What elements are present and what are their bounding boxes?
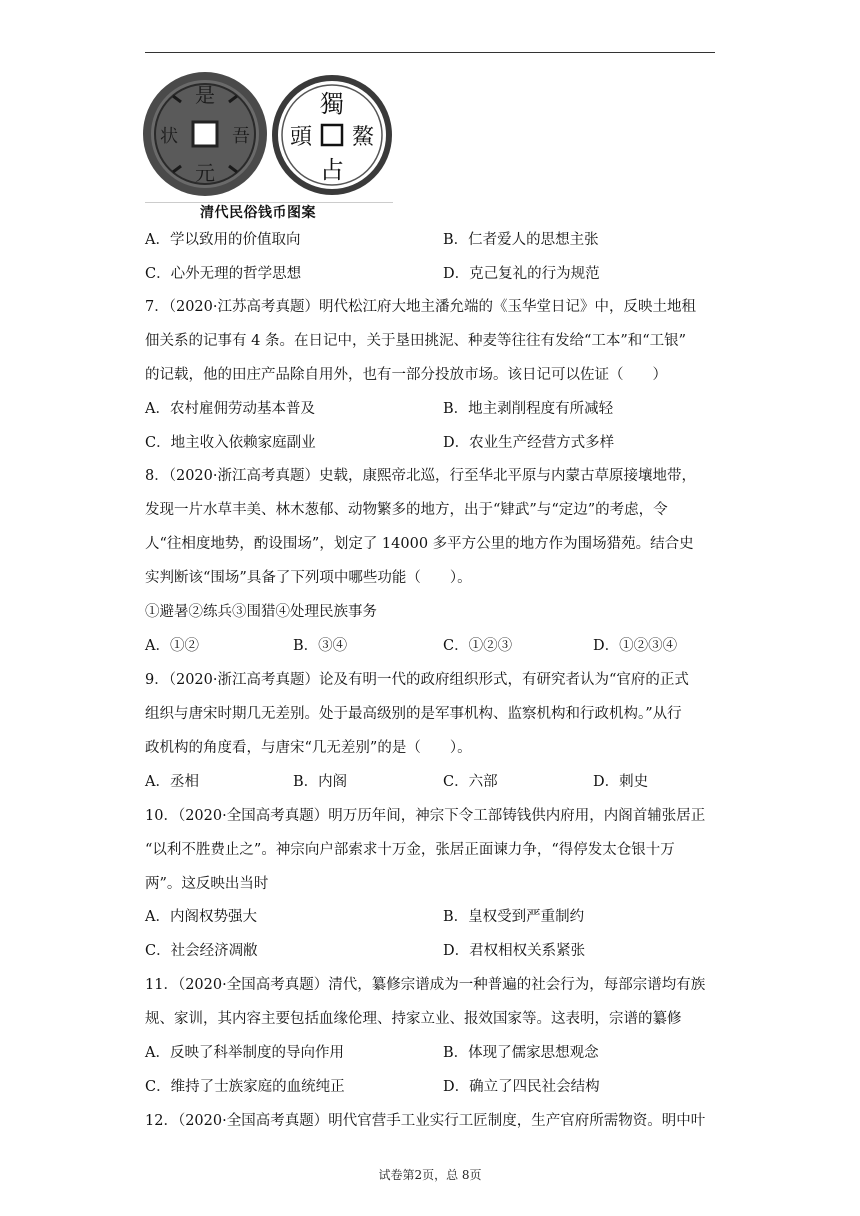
q8-text-line: ①避暑②练兵③围猎④处理民族事务 xyxy=(145,604,377,620)
coin-left-image xyxy=(143,72,267,196)
q6-option-a: A．学以致用的价值取向 xyxy=(145,232,301,248)
q9-text-line: 政机构的角度看，与唐宋“几无差别”的是（ ）。 xyxy=(145,740,472,756)
q7-option-a: A．农村雇佣劳动基本普及 xyxy=(145,401,315,417)
q10-option-c: C．社会经济凋敝 xyxy=(145,943,258,959)
q9-text-line: 9．（2020·浙江高考真题）论及有明一代的政府组织形式，有研究者认为“官府的正式 xyxy=(145,672,689,688)
svg-text:獨: 獨 xyxy=(320,90,344,118)
svg-text:占: 占 xyxy=(320,156,344,184)
svg-text:鰲: 鰲 xyxy=(351,125,375,150)
coin-figure xyxy=(143,66,393,218)
q8-text-line: 实判断该“围场”具备了下列项中哪些功能（ ）。 xyxy=(145,570,472,586)
q7-option-b: B．地主剥削程度有所减轻 xyxy=(443,401,614,417)
q11-option-a: A．反映了科举制度的导向作用 xyxy=(145,1045,344,1061)
page-footer: 试卷第2页，总 8页 xyxy=(378,1168,482,1182)
q11-option-c: C．维持了士族家庭的血统纯正 xyxy=(145,1079,345,1095)
q9-option-c: C．六部 xyxy=(443,774,498,790)
q11-option-d: D．确立了四民社会结构 xyxy=(443,1079,600,1095)
q7-text-line: 的记载，他的田庄产品除自用外，也有一部分投放市场。该日记可以佐证（ ） xyxy=(145,367,667,383)
q9-option-b: B．内阁 xyxy=(293,774,348,790)
svg-text:状: 状 xyxy=(160,126,178,147)
q10-text-line: 两”。这反映出当时 xyxy=(145,876,269,892)
q8-option-c: C．①②③ xyxy=(443,638,513,654)
q8-option-d: D．①②③④ xyxy=(593,638,678,654)
q9-text-line: 组织与唐宋时期几无差别。处于最高级别的是军事机构、监察机构和行政机构。”从行 xyxy=(145,706,682,722)
q11-option-b: B．体现了儒家思想观念 xyxy=(443,1045,599,1061)
q7-option-d: D．农业生产经营方式多样 xyxy=(443,435,615,451)
q6-option-c: C．心外无理的哲学思想 xyxy=(145,266,302,282)
q6-option-d: D．克己复礼的行为规范 xyxy=(443,266,600,282)
q7-option-c: C．地主收入依赖家庭副业 xyxy=(145,435,316,451)
q12-text-line: 12．（2020·全国高考真题）明代官营手工业实行工匠制度，生产官府所需物资。明中叶 xyxy=(145,1113,706,1129)
q11-text-line: 11．（2020·全国高考真题）清代，纂修宗谱成为一种普遍的社会行为，每部宗谱均有族 xyxy=(145,977,706,993)
q7-text-line: 佃关系的记事有 4 条。在日记中，关于垦田挑泥、种麦等往往有发给“工本”和“工银” xyxy=(145,333,687,349)
q7-text-line: 7．（2020·江苏高考真题）明代松江府大地主潘允端的《玉华堂日记》中，反映土地租 xyxy=(145,299,696,315)
q8-text-line: 人“往相度地势，酌设围场”，划定了 14000 多平方公里的地方作为围场猎苑。结合史 xyxy=(145,536,694,552)
q10-option-a: A．内阁权势强大 xyxy=(145,909,257,925)
q8-option-b: B．③④ xyxy=(293,638,348,654)
svg-text:頭: 頭 xyxy=(289,125,313,150)
q9-option-d: D．刺史 xyxy=(593,774,649,790)
q10-option-d: D．君权相权关系紧张 xyxy=(443,943,586,959)
q8-option-a: A．①② xyxy=(145,638,199,654)
q10-option-b: B．皇权受到严重制约 xyxy=(443,909,585,925)
figure-caption: 清代民俗钱币图案 xyxy=(200,205,316,221)
q8-text-line: 发现一片水草丰美、林木葱郁、动物繁多的地方，出于“肄武”与“定边”的考虑，令 xyxy=(145,502,668,518)
svg-text:吾: 吾 xyxy=(232,126,250,147)
q8-text-line: 8．（2020·浙江高考真题）史载，康熙帝北巡，行至华北平原与内蒙古草原接壤地带， xyxy=(145,468,696,484)
q10-text-line: “以利不胜费止之”。神宗向户部索求十万金，张居正面谏力争，“得停发太仓银十万 xyxy=(145,842,675,858)
q9-option-a: A．丞相 xyxy=(145,774,199,790)
q10-text-line: 10．（2020·全国高考真题）明万历年间，神宗下令工部铸钱供内府用，内阁首辅张居正 xyxy=(145,808,706,824)
coin-right-image xyxy=(272,75,392,195)
svg-text:是: 是 xyxy=(195,83,215,107)
q6-option-b: B．仁者爱人的思想主张 xyxy=(443,232,599,248)
header-rule xyxy=(145,52,715,53)
svg-text:元: 元 xyxy=(195,161,215,185)
q11-text-line: 规、家训，其内容主要包括血缘伦理、持家立业、报效国家等。这表明，宗谱的纂修 xyxy=(145,1011,682,1027)
